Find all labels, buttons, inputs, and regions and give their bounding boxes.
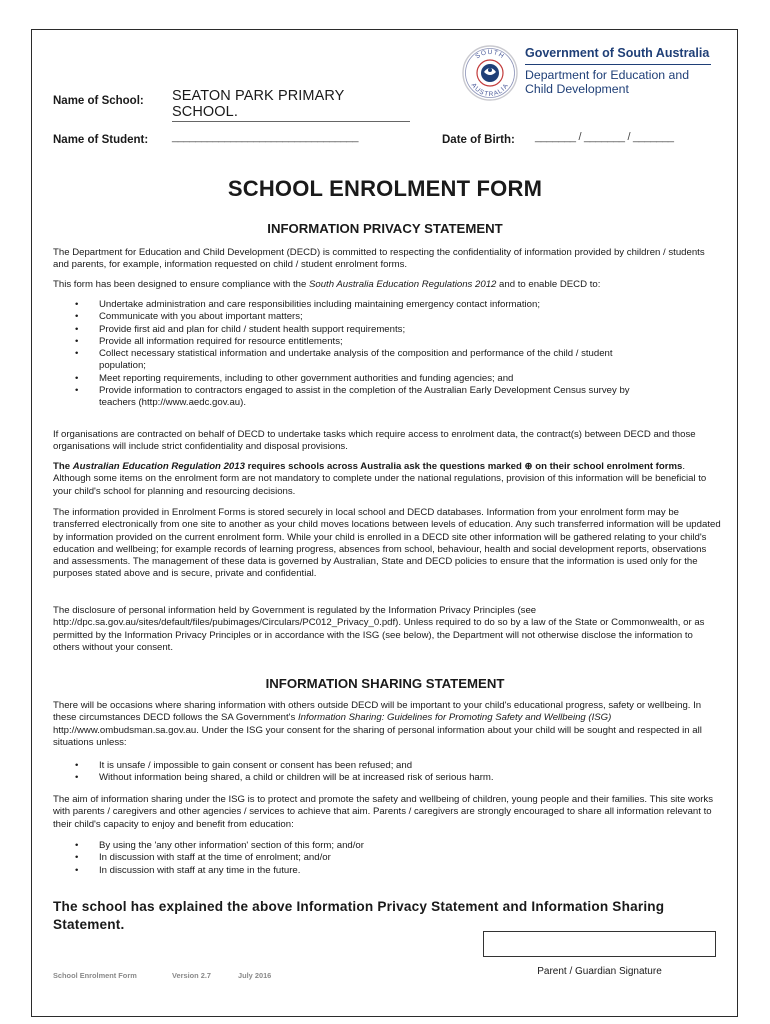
sharing-exception-list xyxy=(53,760,721,785)
department-line-1: Department for Education and xyxy=(525,68,690,82)
isg-title: Information Sharing: Guidelines for Promoting Safety and Wellbeing (ISG) xyxy=(297,712,612,724)
list-item: • Collect necessary statistical information and undertake analysis of the composition and performance of the child / student population; xyxy=(53,348,721,373)
state-seal-icon xyxy=(461,44,519,102)
seal-top-text: SOUTH xyxy=(474,48,506,61)
acknowledgement-statement: The school has explained the above Information Privacy Statement and Information Sharing Statement. xyxy=(53,899,665,932)
list-item: • Without information being shared, a child or children will be at increased risk of serious harm. xyxy=(53,772,721,784)
regulations-title: South Australia Education Regulations 2012 xyxy=(308,279,497,290)
list-item: • Provide information to contractors engaged to assist in the completion of the Australian Early Development Census survey by teachers (http://www.aedc.gov.au). xyxy=(53,385,721,410)
government-name: Government of South Australia xyxy=(525,46,710,60)
footer-form-name: School Enrolment Form xyxy=(53,971,137,980)
privacy-paragraph-3: If organisations are contracted on behalf of DECD to undertake tasks which require access to enrolment data, the contract(s) between DECD and those organisations will include strict confidentiality and disposal provisions. xyxy=(53,429,696,453)
list-item: • Meet reporting requirements, including to other government authorities and funding agencies; and xyxy=(53,373,721,385)
sharing-paragraph-2: The aim of information sharing under the ISG is to protect and promote the safety and wellbeing of children, young people and their families. This site works with parents / caregivers and other agencies / services to achieve that aim. Parents / caregivers are strongly encouraged to share all information relevant to their child's capacity to enjoy and benefit from education: xyxy=(53,794,714,830)
government-logo xyxy=(461,44,721,104)
school-name-label: Name of School: xyxy=(53,95,144,107)
list-item: • Provide all information required for resource entitlements; xyxy=(53,336,721,348)
privacy-paragraph-5: The information provided in Enrolment Forms is stored securely in local school and DECD databases. Information from your enrolment form may be transferred electronically from one site to another as your child moves locations between levels of education. Any such transferred information will be updated by information provided on the current enrolment form. While your child is enrolled in a DECD site other information will be gathered relating to your child's education and wellbeing; for example records of learning progress, absences from school, behaviour, health and social development reports, observations and assessments. The management of these data is governed by Australian, State and DECD policies to ensure that the information is used only for the purposes stated above and is secure, private and confidential. xyxy=(53,507,721,580)
privacy-paragraph-6: The disclosure of personal information held by Government is regulated by the Information Privacy Principles (see http://dpc.sa.gov.au/sites/default/files/pubimages/Circulars/PC012_Privacy_0.pdf). Unless required to do so by a law of the State or Commonwealth, or as permitted by the Information Privacy Principles or in accordance with the ISG (see below), the Department will not otherwise disclose the information to others without your consent. xyxy=(53,605,705,653)
guardian-signature-label: Parent / Guardian Signature xyxy=(537,966,662,977)
page-title: SCHOOL ENROLMENT FORM xyxy=(227,176,543,201)
privacy-purpose-list xyxy=(53,299,721,410)
department-name xyxy=(525,68,715,96)
sharing-methods-list xyxy=(53,840,721,877)
list-item: • Provide first aid and plan for child / student health support requirements; xyxy=(53,324,721,336)
student-name-field[interactable]: ________________________________ xyxy=(172,131,359,143)
student-name-label: Name of Student: xyxy=(53,134,149,146)
footer-date: July 2016 xyxy=(238,971,272,980)
list-item: • Communicate with you about important matters; xyxy=(53,311,721,323)
date-of-birth-field[interactable]: _______ / _______ / _______ xyxy=(535,131,674,143)
footer-version: Version 2.7 xyxy=(172,971,212,980)
logo-divider xyxy=(525,64,711,65)
list-item: • Undertake administration and care responsibilities including maintaining emergency contact information; xyxy=(53,299,721,311)
list-item: • In discussion with staff at the time of enrolment; and/or xyxy=(53,852,721,864)
sharing-heading: INFORMATION SHARING STATEMENT xyxy=(265,676,505,691)
sharing-paragraph-1: There will be occasions where sharing information with others outside DECD will be important to your child's educational progress, safety or wellbeing. In these circumstances DECD follows the SA Government's Information Sharing: Guidelines for Promoting Safety and Wellbeing (ISG) http://www.ombudsman.sa.gov.au. Under the ISG your consent for the sharing of personal information about your child will be sought and respected in all situations unless: xyxy=(53,700,702,748)
list-item: • It is unsafe / impossible to gain consent or consent has been refused; and xyxy=(53,760,721,772)
privacy-heading: INFORMATION PRIVACY STATEMENT xyxy=(267,221,503,236)
list-item: • By using the 'any other information' section of this form; and/or xyxy=(53,840,721,852)
privacy-paragraph-4: The Australian Education Regulation 2013 requires schools across Australia ask the questions marked ⊕ on their school enrolment forms. Although some items on the enrolment form are not mandatory to complete under the national regulations, provision of this information will be beneficial to your child's school for planning and resourcing decisions. xyxy=(53,461,707,497)
privacy-paragraph-1: The Department for Education and Child Development (DECD) is committed to respecting the confidentiality of information provided by children / students and parents, for example, information requested on child / student enrolment forms. xyxy=(53,247,705,271)
education-regulation-title: Australian Education Regulation 2013 xyxy=(72,461,245,472)
school-name-field[interactable]: SEATON PARK PRIMARY SCHOOL. xyxy=(172,88,410,122)
department-line-2: Child Development xyxy=(525,82,629,96)
guardian-signature-field[interactable] xyxy=(483,931,716,957)
seal-bottom-text: AUSTRALIA xyxy=(469,82,511,99)
list-item: • In discussion with staff at any time in the future. xyxy=(53,865,721,877)
privacy-paragraph-2: This form has been designed to ensure compliance with the South Australia Education Regulations 2012 and to enable DECD to: xyxy=(53,279,601,290)
date-of-birth-label: Date of Birth: xyxy=(442,134,515,146)
